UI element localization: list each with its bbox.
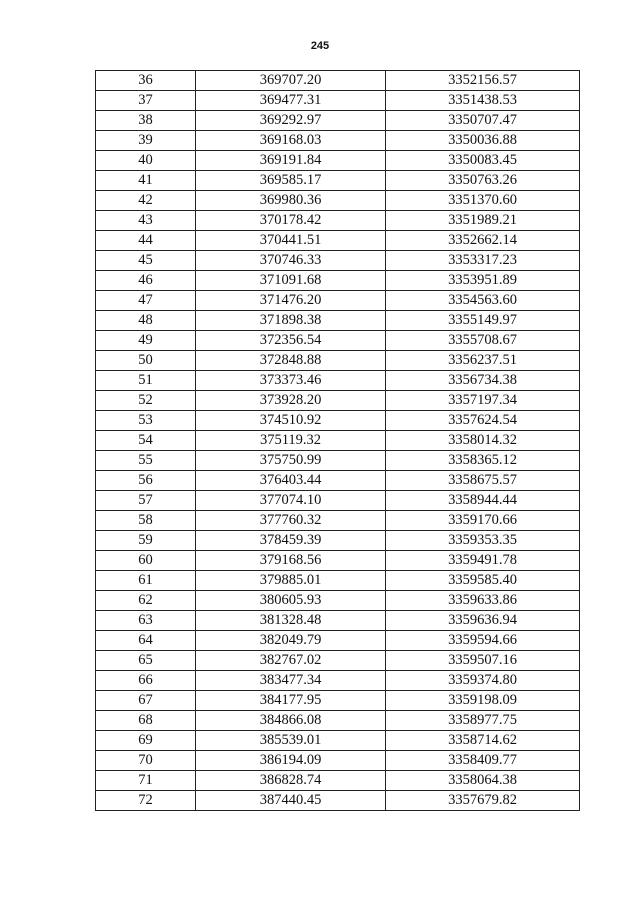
x-coordinate-cell: 379885.01 <box>196 571 386 591</box>
table-row <box>96 91 580 111</box>
coordinate-table <box>95 70 580 811</box>
table-row <box>96 211 580 231</box>
y-coordinate-cell: 3359491.78 <box>386 551 580 571</box>
y-coordinate-cell: 3350707.47 <box>386 111 580 131</box>
x-coordinate-cell: 369477.31 <box>196 91 386 111</box>
point-number-cell: 40 <box>96 151 196 171</box>
y-coordinate-cell: 3359198.09 <box>386 691 580 711</box>
point-number-cell: 66 <box>96 671 196 691</box>
y-coordinate-cell: 3358409.77 <box>386 751 580 771</box>
table-row <box>96 111 580 131</box>
table-row <box>96 711 580 731</box>
y-coordinate-cell: 3357679.82 <box>386 791 580 811</box>
point-number-cell: 72 <box>96 791 196 811</box>
x-coordinate-cell: 379168.56 <box>196 551 386 571</box>
y-coordinate-cell: 3358977.75 <box>386 711 580 731</box>
point-number-cell: 38 <box>96 111 196 131</box>
y-coordinate-cell: 3358365.12 <box>386 451 580 471</box>
point-number-cell: 61 <box>96 571 196 591</box>
y-coordinate-cell: 3359507.16 <box>386 651 580 671</box>
table-row <box>96 751 580 771</box>
x-coordinate-cell: 378459.39 <box>196 531 386 551</box>
point-number-cell: 60 <box>96 551 196 571</box>
y-coordinate-cell: 3358944.44 <box>386 491 580 511</box>
y-coordinate-cell: 3352662.14 <box>386 231 580 251</box>
point-number-cell: 52 <box>96 391 196 411</box>
point-number-cell: 64 <box>96 631 196 651</box>
point-number-cell: 63 <box>96 611 196 631</box>
x-coordinate-cell: 374510.92 <box>196 411 386 431</box>
y-coordinate-cell: 3355149.97 <box>386 311 580 331</box>
table-row <box>96 771 580 791</box>
table-row <box>96 731 580 751</box>
x-coordinate-cell: 380605.93 <box>196 591 386 611</box>
table-row <box>96 591 580 611</box>
y-coordinate-cell: 3359585.40 <box>386 571 580 591</box>
x-coordinate-cell: 373373.46 <box>196 371 386 391</box>
table-row <box>96 331 580 351</box>
point-number-cell: 56 <box>96 471 196 491</box>
point-number-cell: 44 <box>96 231 196 251</box>
point-number-cell: 55 <box>96 451 196 471</box>
point-number-cell: 49 <box>96 331 196 351</box>
table-row <box>96 431 580 451</box>
y-coordinate-cell: 3350036.88 <box>386 131 580 151</box>
point-number-cell: 65 <box>96 651 196 671</box>
table-row <box>96 491 580 511</box>
point-number-cell: 45 <box>96 251 196 271</box>
x-coordinate-cell: 372356.54 <box>196 331 386 351</box>
x-coordinate-cell: 383477.34 <box>196 671 386 691</box>
y-coordinate-cell: 3357624.54 <box>386 411 580 431</box>
point-number-cell: 62 <box>96 591 196 611</box>
table-row <box>96 271 580 291</box>
point-number-cell: 46 <box>96 271 196 291</box>
x-coordinate-cell: 371091.68 <box>196 271 386 291</box>
y-coordinate-cell: 3350083.45 <box>386 151 580 171</box>
y-coordinate-cell: 3356237.51 <box>386 351 580 371</box>
x-coordinate-cell: 369292.97 <box>196 111 386 131</box>
point-number-cell: 42 <box>96 191 196 211</box>
point-number-cell: 43 <box>96 211 196 231</box>
x-coordinate-cell: 371476.20 <box>196 291 386 311</box>
x-coordinate-cell: 384866.08 <box>196 711 386 731</box>
table-row <box>96 131 580 151</box>
point-number-cell: 47 <box>96 291 196 311</box>
x-coordinate-cell: 375750.99 <box>196 451 386 471</box>
y-coordinate-cell: 3355708.67 <box>386 331 580 351</box>
y-coordinate-cell: 3353317.23 <box>386 251 580 271</box>
point-number-cell: 57 <box>96 491 196 511</box>
y-coordinate-cell: 3359633.86 <box>386 591 580 611</box>
table-row <box>96 611 580 631</box>
point-number-cell: 67 <box>96 691 196 711</box>
table-row <box>96 291 580 311</box>
table-row <box>96 391 580 411</box>
x-coordinate-cell: 381328.48 <box>196 611 386 631</box>
table-row <box>96 651 580 671</box>
y-coordinate-cell: 3351989.21 <box>386 211 580 231</box>
point-number-cell: 58 <box>96 511 196 531</box>
point-number-cell: 54 <box>96 431 196 451</box>
x-coordinate-cell: 377760.32 <box>196 511 386 531</box>
x-coordinate-cell: 369191.84 <box>196 151 386 171</box>
x-coordinate-cell: 386828.74 <box>196 771 386 791</box>
x-coordinate-cell: 371898.38 <box>196 311 386 331</box>
x-coordinate-cell: 382049.79 <box>196 631 386 651</box>
y-coordinate-cell: 3354563.60 <box>386 291 580 311</box>
x-coordinate-cell: 382767.02 <box>196 651 386 671</box>
x-coordinate-cell: 375119.32 <box>196 431 386 451</box>
y-coordinate-cell: 3359636.94 <box>386 611 580 631</box>
table-row <box>96 671 580 691</box>
table-row <box>96 251 580 271</box>
point-number-cell: 51 <box>96 371 196 391</box>
x-coordinate-cell: 370441.51 <box>196 231 386 251</box>
table-row <box>96 471 580 491</box>
table-row <box>96 151 580 171</box>
table-row <box>96 411 580 431</box>
table-row <box>96 451 580 471</box>
x-coordinate-cell: 370746.33 <box>196 251 386 271</box>
y-coordinate-cell: 3351438.53 <box>386 91 580 111</box>
x-coordinate-cell: 387440.45 <box>196 791 386 811</box>
point-number-cell: 50 <box>96 351 196 371</box>
y-coordinate-cell: 3351370.60 <box>386 191 580 211</box>
table-row <box>96 311 580 331</box>
y-coordinate-cell: 3352156.57 <box>386 71 580 91</box>
x-coordinate-cell: 384177.95 <box>196 691 386 711</box>
x-coordinate-cell: 369707.20 <box>196 71 386 91</box>
x-coordinate-cell: 386194.09 <box>196 751 386 771</box>
y-coordinate-cell: 3357197.34 <box>386 391 580 411</box>
table-row <box>96 631 580 651</box>
table-row <box>96 531 580 551</box>
page-number: 245 <box>310 40 330 52</box>
point-number-cell: 41 <box>96 171 196 191</box>
y-coordinate-cell: 3358064.38 <box>386 771 580 791</box>
y-coordinate-cell: 3359594.66 <box>386 631 580 651</box>
table-row <box>96 571 580 591</box>
point-number-cell: 37 <box>96 91 196 111</box>
y-coordinate-cell: 3358014.32 <box>386 431 580 451</box>
point-number-cell: 59 <box>96 531 196 551</box>
point-number-cell: 53 <box>96 411 196 431</box>
table-row <box>96 71 580 91</box>
table-row <box>96 171 580 191</box>
x-coordinate-cell: 369585.17 <box>196 171 386 191</box>
x-coordinate-cell: 369980.36 <box>196 191 386 211</box>
y-coordinate-cell: 3359170.66 <box>386 511 580 531</box>
y-coordinate-cell: 3358714.62 <box>386 731 580 751</box>
x-coordinate-cell: 385539.01 <box>196 731 386 751</box>
point-number-cell: 69 <box>96 731 196 751</box>
y-coordinate-cell: 3358675.57 <box>386 471 580 491</box>
x-coordinate-cell: 373928.20 <box>196 391 386 411</box>
table-row <box>96 351 580 371</box>
point-number-cell: 71 <box>96 771 196 791</box>
x-coordinate-cell: 369168.03 <box>196 131 386 151</box>
point-number-cell: 39 <box>96 131 196 151</box>
y-coordinate-cell: 3356734.38 <box>386 371 580 391</box>
table-row <box>96 371 580 391</box>
point-number-cell: 36 <box>96 71 196 91</box>
table-row <box>96 551 580 571</box>
y-coordinate-cell: 3359353.35 <box>386 531 580 551</box>
y-coordinate-cell: 3359374.80 <box>386 671 580 691</box>
y-coordinate-cell: 3353951.89 <box>386 271 580 291</box>
x-coordinate-cell: 370178.42 <box>196 211 386 231</box>
x-coordinate-cell: 376403.44 <box>196 471 386 491</box>
table-row <box>96 191 580 211</box>
point-number-cell: 70 <box>96 751 196 771</box>
table-row <box>96 691 580 711</box>
table-row <box>96 231 580 251</box>
x-coordinate-cell: 372848.88 <box>196 351 386 371</box>
y-coordinate-cell: 3350763.26 <box>386 171 580 191</box>
table-row <box>96 791 580 811</box>
point-number-cell: 68 <box>96 711 196 731</box>
x-coordinate-cell: 377074.10 <box>196 491 386 511</box>
point-number-cell: 48 <box>96 311 196 331</box>
coordinate-table-body <box>96 71 580 811</box>
table-row <box>96 511 580 531</box>
